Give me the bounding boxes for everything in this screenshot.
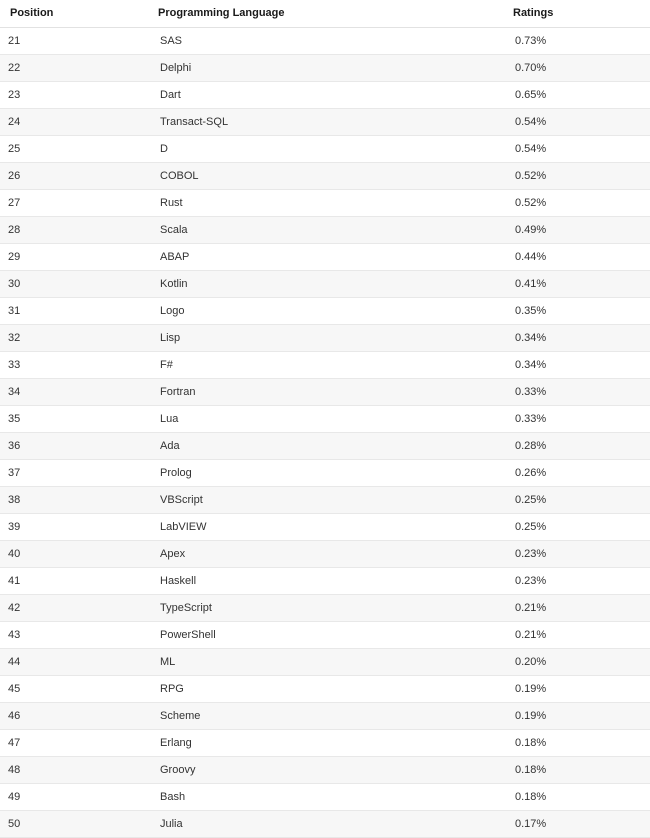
cell-position: 30 — [0, 271, 152, 298]
table-row — [0, 757, 650, 784]
cell-language: LabVIEW — [152, 514, 507, 541]
table-header — [0, 0, 650, 28]
cell-position: 40 — [0, 541, 152, 568]
table-row — [0, 703, 650, 730]
cell-rating: 0.52% — [507, 163, 650, 190]
cell-language: Transact-SQL — [152, 109, 507, 136]
cell-position: 43 — [0, 622, 152, 649]
cell-position: 35 — [0, 406, 152, 433]
cell-position: 39 — [0, 514, 152, 541]
cell-language: Apex — [152, 541, 507, 568]
cell-rating: 0.33% — [507, 379, 650, 406]
table-row — [0, 271, 650, 298]
table-row — [0, 244, 650, 271]
cell-position: 34 — [0, 379, 152, 406]
cell-language: Scheme — [152, 703, 507, 730]
cell-language: Lisp — [152, 325, 507, 352]
table-row — [0, 109, 650, 136]
cell-rating: 0.44% — [507, 244, 650, 271]
cell-position: 50 — [0, 811, 152, 838]
cell-position: 24 — [0, 109, 152, 136]
cell-language: Bash — [152, 784, 507, 811]
cell-position: 36 — [0, 433, 152, 460]
cell-rating: 0.35% — [507, 298, 650, 325]
cell-position: 47 — [0, 730, 152, 757]
cell-position: 25 — [0, 136, 152, 163]
cell-language: Kotlin — [152, 271, 507, 298]
table-row — [0, 730, 650, 757]
cell-position: 21 — [0, 28, 152, 55]
cell-position: 26 — [0, 163, 152, 190]
table-row — [0, 811, 650, 838]
cell-position: 45 — [0, 676, 152, 703]
cell-rating: 0.17% — [507, 811, 650, 838]
cell-rating: 0.54% — [507, 109, 650, 136]
table-row — [0, 676, 650, 703]
table-row — [0, 352, 650, 379]
table-row — [0, 433, 650, 460]
cell-position: 37 — [0, 460, 152, 487]
cell-position: 38 — [0, 487, 152, 514]
cell-rating: 0.26% — [507, 460, 650, 487]
cell-position: 31 — [0, 298, 152, 325]
cell-rating: 0.33% — [507, 406, 650, 433]
table-row — [0, 217, 650, 244]
cell-language: RPG — [152, 676, 507, 703]
cell-language: VBScript — [152, 487, 507, 514]
table-row — [0, 406, 650, 433]
cell-language: Scala — [152, 217, 507, 244]
cell-position: 44 — [0, 649, 152, 676]
cell-language: Groovy — [152, 757, 507, 784]
table-header-row — [0, 0, 650, 28]
cell-language: Ada — [152, 433, 507, 460]
cell-language: Erlang — [152, 730, 507, 757]
cell-rating: 0.19% — [507, 676, 650, 703]
cell-position: 28 — [0, 217, 152, 244]
cell-language: Prolog — [152, 460, 507, 487]
cell-rating: 0.18% — [507, 730, 650, 757]
cell-rating: 0.23% — [507, 541, 650, 568]
table-row — [0, 190, 650, 217]
cell-position: 42 — [0, 595, 152, 622]
cell-position: 32 — [0, 325, 152, 352]
cell-rating: 0.70% — [507, 55, 650, 82]
table-row — [0, 487, 650, 514]
cell-language: COBOL — [152, 163, 507, 190]
cell-language: F# — [152, 352, 507, 379]
table-row — [0, 298, 650, 325]
cell-language: ML — [152, 649, 507, 676]
cell-rating: 0.18% — [507, 784, 650, 811]
cell-language: PowerShell — [152, 622, 507, 649]
cell-rating: 0.41% — [507, 271, 650, 298]
cell-language: TypeScript — [152, 595, 507, 622]
cell-position: 33 — [0, 352, 152, 379]
cell-position: 29 — [0, 244, 152, 271]
table-row — [0, 649, 650, 676]
cell-language: D — [152, 136, 507, 163]
table-row — [0, 622, 650, 649]
cell-language: Fortran — [152, 379, 507, 406]
cell-rating: 0.49% — [507, 217, 650, 244]
table-row — [0, 55, 650, 82]
cell-rating: 0.28% — [507, 433, 650, 460]
cell-rating: 0.73% — [507, 28, 650, 55]
cell-language: Dart — [152, 82, 507, 109]
cell-language: Julia — [152, 811, 507, 838]
cell-rating: 0.52% — [507, 190, 650, 217]
table-row — [0, 82, 650, 109]
cell-position: 23 — [0, 82, 152, 109]
cell-rating: 0.21% — [507, 595, 650, 622]
cell-position: 22 — [0, 55, 152, 82]
table-row — [0, 460, 650, 487]
table-row — [0, 136, 650, 163]
cell-rating: 0.25% — [507, 514, 650, 541]
cell-rating: 0.20% — [507, 649, 650, 676]
table-row — [0, 379, 650, 406]
cell-position: 46 — [0, 703, 152, 730]
cell-rating: 0.34% — [507, 325, 650, 352]
table-body — [0, 28, 650, 838]
table-row — [0, 325, 650, 352]
table-row — [0, 163, 650, 190]
cell-position: 41 — [0, 568, 152, 595]
cell-position: 49 — [0, 784, 152, 811]
table-row — [0, 784, 650, 811]
table-row — [0, 568, 650, 595]
cell-rating: 0.54% — [507, 136, 650, 163]
cell-rating: 0.18% — [507, 757, 650, 784]
column-header-ratings: Ratings — [507, 0, 650, 28]
cell-language: Logo — [152, 298, 507, 325]
cell-language: ABAP — [152, 244, 507, 271]
cell-rating: 0.21% — [507, 622, 650, 649]
cell-position: 27 — [0, 190, 152, 217]
table-row — [0, 541, 650, 568]
cell-rating: 0.34% — [507, 352, 650, 379]
cell-rating: 0.23% — [507, 568, 650, 595]
cell-language: Lua — [152, 406, 507, 433]
cell-language: Haskell — [152, 568, 507, 595]
cell-language: SAS — [152, 28, 507, 55]
cell-position: 48 — [0, 757, 152, 784]
cell-language: Delphi — [152, 55, 507, 82]
column-header-position: Position — [0, 0, 152, 28]
cell-rating: 0.25% — [507, 487, 650, 514]
table-row — [0, 28, 650, 55]
cell-rating: 0.65% — [507, 82, 650, 109]
table-row — [0, 595, 650, 622]
cell-language: Rust — [152, 190, 507, 217]
column-header-language: Programming Language — [152, 0, 507, 28]
cell-rating: 0.19% — [507, 703, 650, 730]
table-row — [0, 514, 650, 541]
